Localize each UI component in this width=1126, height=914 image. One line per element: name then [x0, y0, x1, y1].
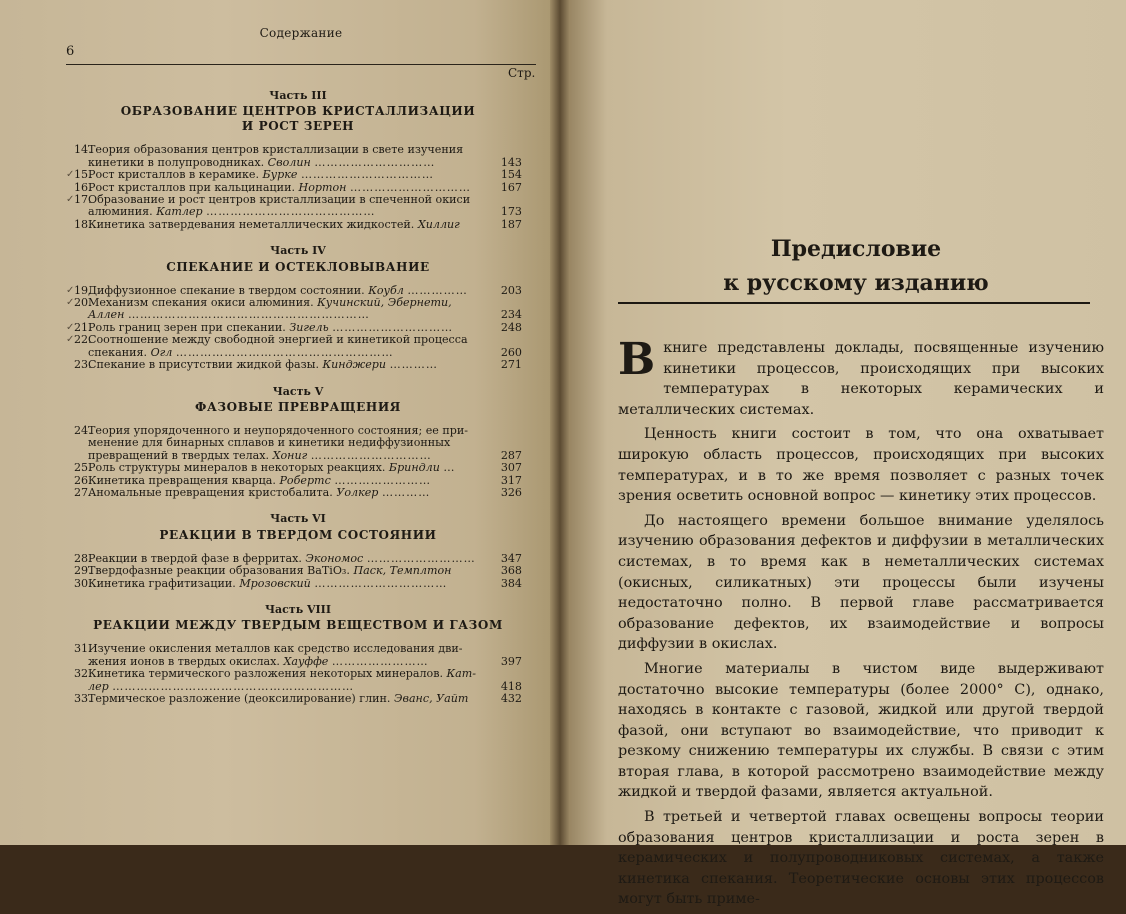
part-title: ОБРАЗОВАНИЕ ЦЕНТРОВ КРИСТАЛЛИЗАЦИИ И РОСТ ЗЕРЕН [120, 104, 476, 134]
toc-page-number: 143 [500, 155, 522, 169]
toc-entry: ✓ 21. Роль границ зерен при спекании. Зигель ………………………… 248 [66, 320, 522, 334]
toc-page-number: 418 [500, 679, 522, 693]
toc-page-number: 347 [500, 551, 522, 565]
toc-entry: ✓ 22. Соотношение между свободной энергией и кинетикой процесса спекания. Огл ……………………………………………… 260 [66, 333, 522, 359]
toc-page-number: 167 [500, 180, 522, 194]
toc-entry: 30. Кинетика графитизации. Мрозовский …………………………… 384 [74, 576, 522, 590]
toc-entry: ✓ 19. Диффузионное спекание в твердом состоянии. Коубл …………… 203 [66, 283, 522, 297]
paragraph: В третьей и четвертой главах освещены вопросы теории образования центров кристаллизации и роста зерен в керамических и полупроводниковых системах, а также кинетика спекания. Теоретические основы этих процессов могут быть приме- [618, 809, 1104, 908]
paragraph: Многие материалы в чистом виде выдерживают достаточно высокие температуры (более 2000° С), однако, находясь в контакте с газовой, жидкой или другой твердой фазой, они вступают во взаимодействие, что приводит к резкому снижению температуры их службы. В связи с этим вторая глава, в которой рассмотрено взаимодействие между жидкой и твердой фазами, является актуальной. [618, 660, 1104, 801]
toc-page-number: 384 [500, 576, 522, 590]
pencil-check-mark: ✓ [66, 334, 75, 346]
paragraph: Ценность книги состоит в том, что она охватывает широкую область процессов, происходящих при высоких температурах, и в то же время позволяет с разных точек зрения осветить основной вопрос — кинетику этих процессов. [618, 426, 1104, 505]
paragraph: До настоящего времени большое внимание уделялось изучению образования дефектов и диффузии в металлических системах, в то время как в неметаллических системах (окисных, силикатных) эти процессы были изучены недостаточно полно. В первой главе рассматривается образование дефектов, их взаимодействие и вопросы диффузии в окислах. [618, 512, 1104, 653]
toc-entry: 23. Спекание в присутствии жидкой фазы. Кинджери ………… 271 [74, 358, 522, 372]
page-number: 6 [66, 44, 75, 59]
toc-entry: ✓ 15. Рост кристаллов в керамике. Бурке …………………………… 154 [66, 168, 522, 182]
drop-cap: В [618, 334, 656, 385]
toc-entry: 24. Теория упорядоченного и неупорядоченного состояния; ее при- менение для бинарных сплавов и кинетики недиффузионных превращений в твердых телах. Хониг ………………………… 287 [74, 423, 522, 462]
toc-entry: 27. Аномальные превращения кристобалита. Уолкер ………… 326 [74, 485, 522, 499]
toc-page-number: 307 [500, 461, 522, 475]
toc-page-number: 154 [500, 168, 522, 182]
pencil-check-mark: ✓ [66, 297, 75, 309]
part-label: Часть VIII [265, 602, 331, 616]
toc-entry: ✓ 17. Образование и рост центров кристаллизации в спеченной окиси алюминия. Катлер …………………………………… 173 [66, 193, 522, 219]
part-title: РЕАКЦИИ МЕЖДУ ТВЕРДЫМ ВЕЩЕСТВОМ И ГАЗОМ [93, 618, 503, 633]
toc-page-number: 432 [500, 692, 522, 705]
part-label: Часть IV [270, 244, 326, 258]
toc-page-number: 271 [500, 358, 522, 372]
toc-page-number: 203 [500, 283, 522, 297]
toc-entry: 29. Твердофазные реакции образования BaTiO₃. Паск, Темплтон 368 [74, 564, 522, 578]
part-label: Часть III [269, 89, 327, 102]
toc-page-number: 317 [500, 473, 522, 487]
toc-entry: 25. Роль структуры минералов в некоторых реакциях. Бриндли … 307 [74, 461, 522, 475]
toc-page-number: 260 [500, 345, 522, 359]
toc-page-number: 397 [500, 654, 522, 668]
toc-entry: 31. Изучение окисления металлов как средство исследования дви- жения ионов в твердых окислах. Хауффе …………………… 397 [74, 642, 522, 668]
part-title: РЕАКЦИИ В ТВЕРДОМ СОСТОЯНИИ [159, 527, 437, 542]
toc-entry: 26. Кинетика превращения кварца. Робертс …………………… 317 [74, 473, 522, 487]
toc-page-number: 368 [500, 564, 522, 578]
toc-page-number: 287 [500, 448, 522, 462]
toc-page-number: 173 [500, 205, 522, 219]
running-title: Содержание [259, 26, 343, 40]
toc-page-number: 234 [500, 308, 522, 322]
page-column-label: Стр. [508, 66, 536, 80]
toc-entry: ✓ 20. Механизм спекания окиси алюминия. Кучинский, Эбернети, Аллен …………………………………………………… 234 [66, 296, 522, 322]
paragraph: Вкниге представлены доклады, посвященные изучению кинетики процессов, происходящих при высоких температурах в некоторых керамических и металлических системах. [618, 334, 1104, 418]
pencil-check-mark: ✓ [66, 194, 75, 206]
part-label: Часть VI [270, 512, 326, 526]
title-rule [618, 302, 1090, 304]
preface-title: Предисловие к русскому изданию [723, 236, 989, 296]
toc-entry: 16. Рост кристаллов при кальцинации. Нортон ………………………… 167 [74, 180, 522, 194]
table-of-contents [66, 84, 522, 705]
toc-page-number: 248 [500, 320, 522, 334]
toc-entry: 32. Кинетика термического разложения некоторых минералов. Кат- лер …………………………………………………… 418 [74, 667, 522, 693]
pencil-check-mark: ✓ [66, 284, 75, 296]
toc-entry: 33. Термическое разложение (деоксилирование) глин. Эванс, Уайт 432 [74, 692, 522, 705]
toc-page-number: 326 [500, 485, 522, 499]
book-gutter [550, 0, 570, 845]
part-title: СПЕКАНИЕ И ОСТЕКЛОВЫВАНИЕ [166, 259, 430, 274]
pencil-check-mark: ✓ [66, 169, 75, 181]
toc-entry: 28. Реакции в твердой фазе в ферритах. Экономос ……………………… 347 [74, 551, 522, 565]
toc-entry: 18. Кинетика затвердевания неметаллических жидкостей. Хиллиг 187 [74, 217, 522, 231]
pencil-check-mark: ✓ [66, 321, 75, 333]
part-label: Часть V [272, 384, 324, 398]
part-title: ФАЗОВЫЕ ПРЕВРАЩЕНИЯ [195, 399, 401, 414]
toc-page-number: 187 [500, 217, 522, 231]
running-header [66, 24, 536, 65]
preface-body [618, 334, 1104, 914]
toc-entry: 14. Теория образования центров кристаллизации в свете изучения кинетики в полупроводниках. Сволин ………………………… 143 [74, 143, 522, 169]
